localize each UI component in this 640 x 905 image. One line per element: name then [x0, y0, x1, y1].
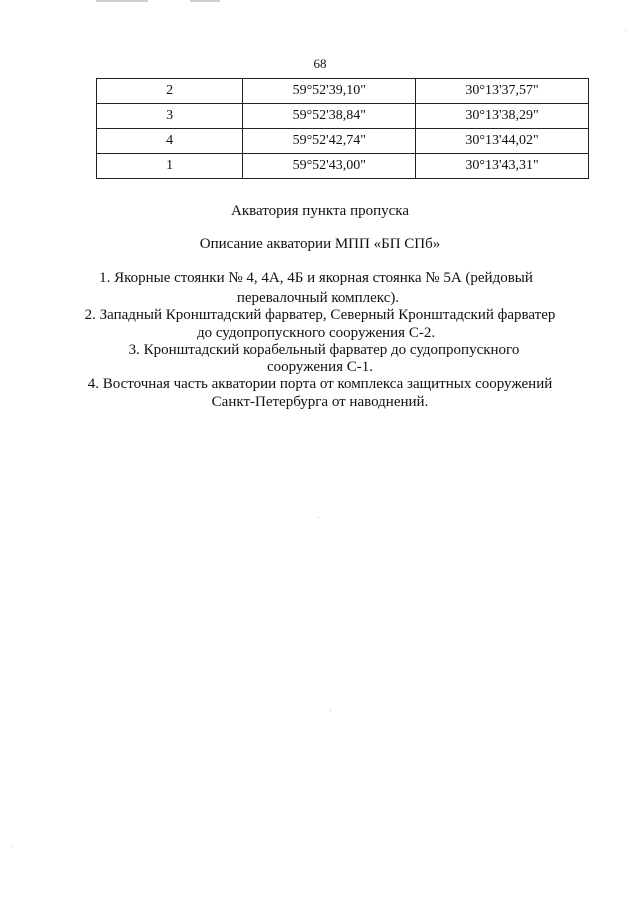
scan-speck [12, 846, 13, 847]
page-number: 68 [313, 56, 327, 71]
list-item-line: до судопропускного сооружения С-2. [196, 325, 436, 341]
longitude-cell: 30°13'38,29" [416, 104, 589, 129]
point-number-cell: 2 [97, 79, 243, 104]
list-item-line: 1. Якорные стоянки № 4, 4А, 4Б и якорная стоянка № 5А (рейдовый [99, 270, 533, 286]
latitude-cell: 59°52'43,00" [243, 154, 416, 179]
list-item-line: 2. Западный Кронштадский фарватер, Северный Кронштадский фарватер [84, 307, 556, 323]
scan-speck [625, 30, 626, 31]
list-item-line: 3. Кронштадский корабельный фарватер до судопропускного [128, 342, 520, 358]
latitude-cell: 59°52'42,74" [243, 129, 416, 154]
longitude-cell: 30°13'43,31" [416, 154, 589, 179]
coordinates-table [96, 78, 589, 179]
scan-speck [330, 710, 331, 711]
list-item-line: перевалочный комплекс). [236, 290, 400, 306]
table-row [97, 154, 589, 179]
longitude-cell: 30°13'44,02" [416, 129, 589, 154]
list-item-line: сооружения С-1. [266, 359, 374, 375]
latitude-cell: 59°52'38,84" [243, 104, 416, 129]
list-item-line: Санкт-Петербурга от наводнений. [211, 394, 429, 410]
list-item-line: 4. Восточная часть акватории порта от комплекса защитных сооружений [87, 376, 553, 392]
section-subheading: Описание акватории МПП «БП СПб» [199, 236, 441, 252]
latitude-cell: 59°52'39,10" [243, 79, 416, 104]
table-row [97, 79, 589, 104]
table-row [97, 129, 589, 154]
table-row [97, 104, 589, 129]
point-number-cell: 3 [97, 104, 243, 129]
point-number-cell: 1 [97, 154, 243, 179]
point-number-cell: 4 [97, 129, 243, 154]
section-heading: Акватория пункта пропуска [230, 203, 410, 219]
scan-edge-mark [190, 0, 220, 2]
longitude-cell: 30°13'37,57" [416, 79, 589, 104]
scan-edge-mark [96, 0, 148, 2]
scan-speck [318, 517, 319, 518]
